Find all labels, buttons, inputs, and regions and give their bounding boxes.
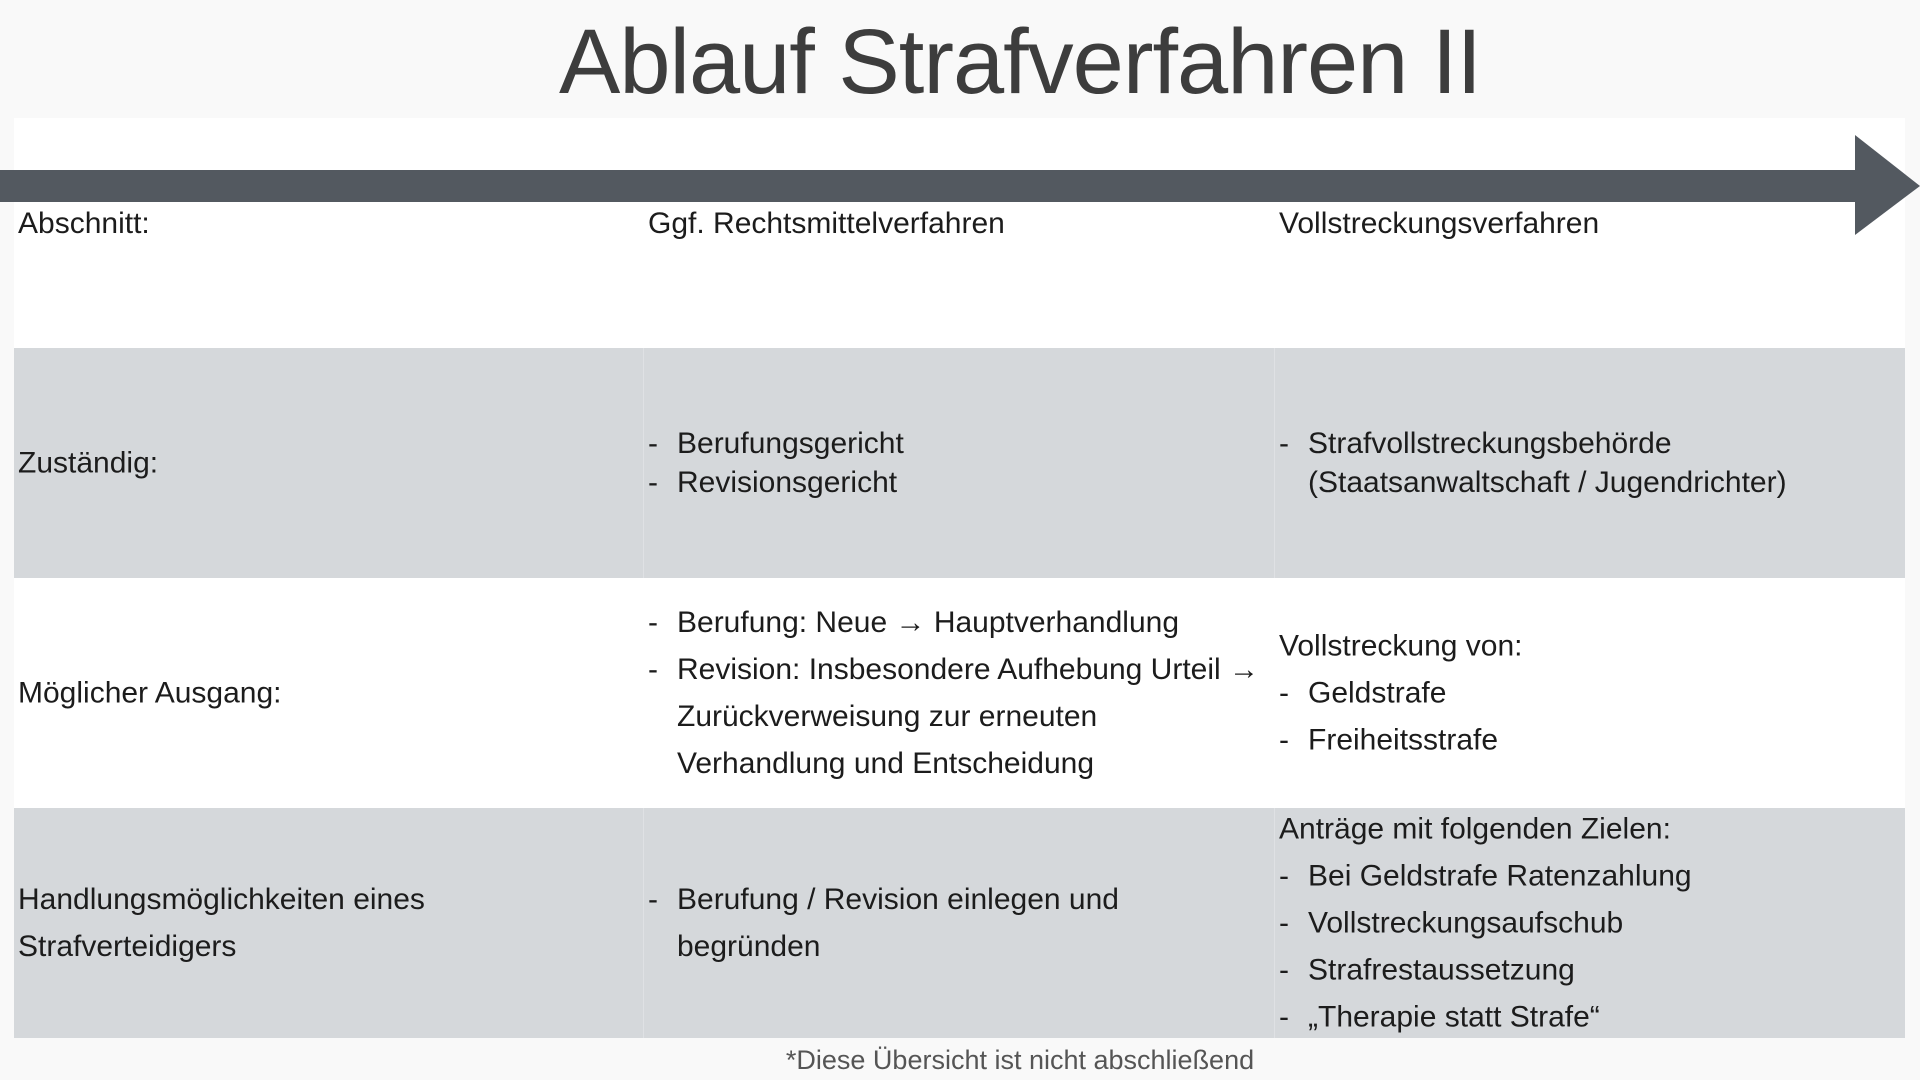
bullet-list	[648, 876, 1234, 970]
dash-marker: -	[1279, 723, 1289, 757]
bullet-list	[1279, 853, 1899, 1041]
arrow-right-icon	[0, 135, 1920, 235]
dash-marker: -	[1279, 427, 1289, 460]
list-item	[1279, 853, 1899, 900]
table-row-handlungsmoeglichkeiten	[14, 808, 1905, 1038]
cell-vollstreckung-ausgang	[1275, 578, 1905, 808]
list-item-text: Revision: Insbesondere Aufhebung Urteil → Zurückverweisung zur erneuten Verhandlung und Entscheidung	[677, 653, 1260, 780]
list-item-text: Strafvollstreckungsbehörde (Staatsanwaltschaft / Jugendrichter)	[1308, 427, 1787, 499]
table-row-zustaendig	[14, 348, 1905, 578]
arrow-head	[1855, 135, 1920, 235]
dash-marker: -	[648, 653, 658, 686]
column-header-text: Ggf. Rechtsmittelverfahren	[648, 207, 1005, 240]
dash-marker: -	[1279, 859, 1289, 893]
cell-rechtsmittel-handlung	[644, 808, 1275, 1038]
list-item-text: Geldstrafe	[1308, 676, 1447, 710]
bullet-list	[648, 424, 1268, 502]
dash-marker: -	[648, 883, 658, 916]
list-item	[1279, 900, 1899, 947]
cell-content	[1279, 623, 1899, 764]
dash-marker: -	[1279, 676, 1289, 710]
page-title: Ablauf Strafverfahren II	[558, 11, 1482, 113]
list-intro: Vollstreckung von:	[1279, 629, 1523, 663]
row-label: Abschnitt:	[18, 207, 150, 240]
dash-marker: -	[1279, 953, 1289, 987]
list-intro: Anträge mit folgenden Zielen:	[1279, 812, 1671, 846]
list-item-text: Strafrestaussetzung	[1308, 953, 1575, 987]
row-label-cell	[14, 348, 644, 578]
list-item-text: Bei Geldstrafe Ratenzahlung	[1308, 859, 1692, 893]
row-label-cell	[14, 578, 644, 808]
dash-marker: -	[1279, 906, 1289, 940]
bullet-list	[648, 599, 1269, 787]
list-item-text: Freiheitsstrafe	[1308, 723, 1499, 757]
list-item-text: Berufung: Neue → Hauptverhandlung	[677, 606, 1180, 639]
dash-marker: -	[648, 427, 658, 460]
list-item	[648, 876, 1234, 970]
dash-marker: -	[648, 606, 658, 639]
dash-marker: -	[648, 466, 658, 499]
bullet-list	[1279, 670, 1899, 764]
list-item	[648, 599, 1269, 646]
dash-marker: -	[1279, 1000, 1289, 1034]
list-item-text: Berufung / Revision einlegen und begründen	[677, 883, 1119, 963]
list-item	[648, 646, 1269, 787]
bullet-list	[1279, 424, 1899, 502]
list-item	[1279, 717, 1899, 764]
row-label-cell	[14, 808, 644, 1038]
list-item-text: „Therapie statt Strafe“	[1308, 1000, 1600, 1034]
cell-vollstreckung-zustaendig	[1275, 348, 1905, 578]
list-item	[1279, 994, 1899, 1041]
list-item	[648, 424, 1268, 463]
list-item	[1279, 424, 1899, 502]
row-label: Möglicher Ausgang:	[18, 676, 282, 710]
overview-table	[14, 118, 1905, 1038]
list-item-text: Revisionsgericht	[677, 466, 898, 499]
list-item	[1279, 670, 1899, 717]
table-row-ausgang	[14, 578, 1905, 808]
cell-content	[1279, 806, 1899, 1041]
list-item	[648, 463, 1268, 502]
list-item-text: Berufungsgericht	[677, 427, 904, 460]
arrow-shaft	[0, 170, 1860, 202]
row-label: Zuständig:	[18, 446, 159, 480]
row-label: Handlungsmöglichkeiten eines Strafverteidigers	[18, 883, 425, 963]
list-item	[1279, 947, 1899, 994]
cell-vollstreckung-handlung	[1275, 808, 1905, 1038]
cell-rechtsmittel-ausgang	[644, 578, 1275, 808]
footnote: *Diese Übersicht ist nicht abschließend	[785, 1045, 1255, 1075]
column-header-text: Vollstreckungsverfahren	[1279, 207, 1600, 240]
list-item-text: Vollstreckungsaufschub	[1308, 906, 1624, 940]
cell-rechtsmittel-zustaendig	[644, 348, 1275, 578]
